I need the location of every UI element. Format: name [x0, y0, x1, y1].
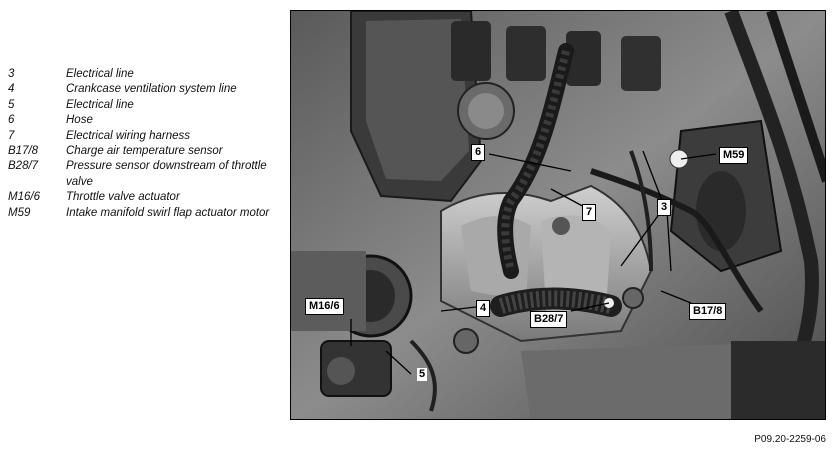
callout-b28-7: B28/7 — [530, 311, 567, 328]
pressure-sensor — [623, 288, 643, 308]
oil-filler-cap-center — [468, 93, 504, 129]
callout-b17-8: B17/8 — [689, 303, 726, 320]
callout-m16-6: M16/6 — [305, 298, 344, 315]
legend-row — [8, 206, 283, 221]
legend-code: B28/7 — [8, 160, 39, 173]
legend-code: 4 — [8, 83, 15, 96]
intake-duct — [291, 251, 366, 331]
actuator-motor — [696, 171, 746, 251]
legend-code: 3 — [8, 68, 15, 80]
engine-illustration — [291, 11, 826, 420]
legend-desc: Pressure sensor downstream of throttle valve — [66, 160, 267, 188]
figure-id: P09.20-2259-06 — [754, 434, 826, 445]
legend-row — [8, 113, 283, 128]
legend-code: B17/8 — [8, 145, 39, 158]
legend-code: 7 — [8, 129, 15, 142]
legend-desc: Charge air temperature sensor — [66, 145, 223, 158]
legend-code: M16/6 — [8, 191, 40, 204]
manifold-bolt — [454, 329, 478, 353]
legend-code: 5 — [8, 98, 15, 111]
legend — [8, 67, 283, 221]
engine-photo — [290, 10, 826, 420]
throttle-actuator-cap — [327, 357, 355, 385]
legend-desc: Crankcase ventilation system line — [66, 83, 237, 96]
manifold-runner — [461, 216, 531, 301]
legend-row — [8, 67, 283, 82]
legend-desc: Electrical line — [66, 68, 134, 80]
legend-code: 6 — [8, 114, 15, 127]
engine-mount — [731, 341, 826, 420]
legend-row — [8, 159, 283, 190]
legend-code: M59 — [8, 206, 31, 219]
callout-6: 6 — [471, 144, 485, 161]
legend-desc: Throttle valve actuator — [66, 191, 180, 204]
legend-desc: Electrical wiring harness — [66, 129, 190, 142]
callout-4: 4 — [476, 300, 490, 317]
legend-desc: Electrical line — [66, 98, 134, 111]
ignition-coil — [506, 26, 546, 81]
legend-row — [8, 190, 283, 205]
callout-5: 5 — [419, 368, 426, 380]
legend-desc: Hose — [66, 114, 93, 127]
manifold-bolt — [552, 217, 570, 235]
ignition-coil — [451, 21, 491, 81]
legend-row — [8, 129, 283, 144]
legend-desc: Intake manifold swirl flap actuator motor — [66, 206, 270, 219]
callout-7: 7 — [582, 204, 596, 221]
legend-row — [8, 144, 283, 159]
legend-row — [8, 82, 283, 97]
legend-row — [8, 98, 283, 113]
callout-m59: M59 — [719, 147, 748, 164]
callout-3: 3 — [657, 199, 671, 216]
ignition-coil — [621, 36, 661, 91]
